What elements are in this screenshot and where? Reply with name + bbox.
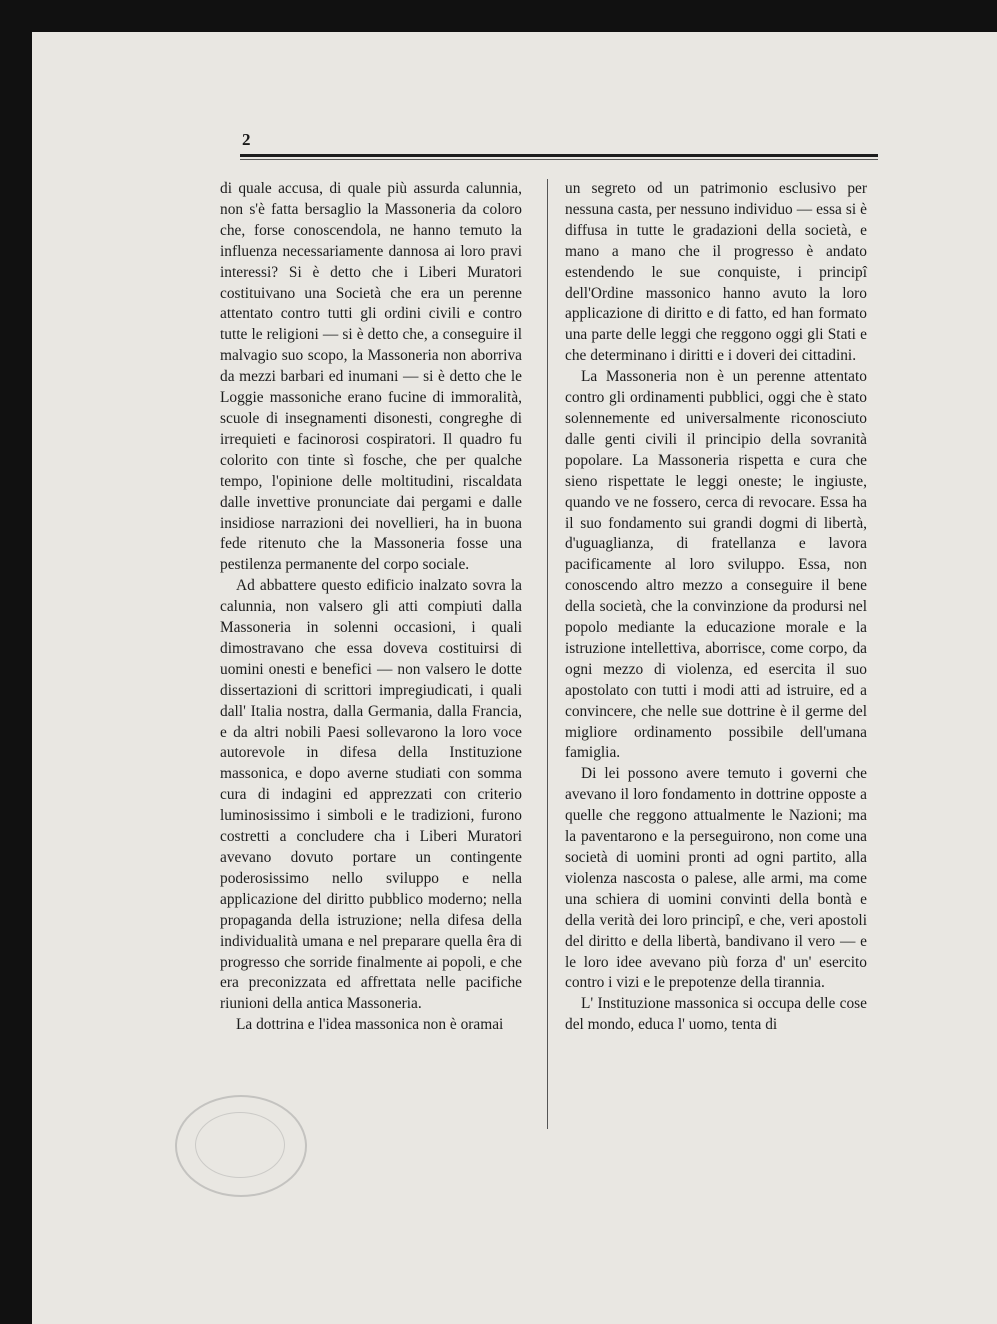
document-page <box>32 32 997 1324</box>
column-divider <box>547 179 548 1129</box>
paragraph: un segreto od un patrimonio esclusivo per nessuna casta, per nessuno individuo — essa si è diffusa in tutte le gradazioni della società, e mano a mano che il progresso è andato estendendo le sue conquiste, i principî dell'Ordine massonico hanno avuto la loro applicazione di diritto e di fatto, ed han formato una parte delle leggi che reggono oggi gli Stati e che determinano i diritti e i doveri dei cittadini. <box>565 180 867 365</box>
left-column <box>220 179 522 1036</box>
paragraph: La Massoneria non è un perenne attentato contro gli ordinamenti pubblici, oggi che è stato solennemente ed universalmente riconosciuto dalle genti civili il principio della sovranità popolare. La Massoneria rispetta e cura che sieno rispettate le leggi oneste; le ingiuste, quando ve ne fossero, cerca di revocare. Essa ha il suo fondamento sui grandi dogmi di libertà, d'uguaglianza, di fratellanza e lavora pacificamente al loro sviluppo. Essa, non conoscendo altro mezzo a conseguire il bene della società, che la convinzione da prodursi nel popolo mediante la educazione morale e la istruzione intellettiva, aborrisce, come corpo, da ogni mezzo di violenza, ed esercita il suo apostolato con tutti i modi atti ad istruire, ed a convincere, che nelle sue dottrine è il germe del migliore ordinamento possibile dell'umana famiglia. <box>565 368 867 762</box>
page-number: 2 <box>242 130 251 149</box>
library-stamp-inner <box>195 1112 285 1178</box>
paragraph: di quale accusa, di quale più assurda calunnia, non s'è fatta bersaglio la Massoneria da coloro che, forse conoscendola, ne hanno temuto la influenza necessariamente dannosa ai loro pravi interessi? Si è detto che i Liberi Muratori costituivano una Società che era un perenne attentato contro tutti gli ordini civili e contro tutte le religioni — si è detto che, a conseguire il malvagio suo scopo, la Massoneria non aborriva da mezzi barbari ed inumani — si è detto che le Loggie massoniche erano fucine di immoralità, scuole di insegnamenti disonesti, congreghe di irrequieti e facinorosi cospiratori. Il quadro fu colorito con tinte sì fosche, che per qualche tempo, l'opinione delle moltitudini, riscaldata dalle invettive pronunciate dai pergami e dalle insidiose narrazioni dei novellieri, ha in buona fede ritenuto che la Massoneria fosse una pestilenza permanente del corpo sociale. <box>220 180 522 574</box>
paragraph: L' Instituzione massonica si occupa delle cose del mondo, educa l' uomo, tenta di <box>565 995 867 1034</box>
header-rule-thin <box>240 159 878 160</box>
paragraph: Di lei possono avere temuto i governi che avevano il loro fondamento in dottrine opposte a quelle che reggono attualmente le Nazioni; ma la paventarono e la perseguirono, non come una società di uomini pronti ad ogni partito, alla violenza nascosta o palese, alle armi, ma come una schiera di uomini convinti della bontà e della verità dei loro principî, e che, veri apostoli del diritto e della libertà, bandivano il vero — e le loro idee avevano più forza d' un' esercito contro i vizi e le prepotenze della tirannia. <box>565 765 867 992</box>
paragraph: La dottrina e l'idea massonica non è oramai <box>236 1016 504 1034</box>
header-rule <box>240 154 878 157</box>
right-column <box>565 179 867 1036</box>
paragraph: Ad abbattere questo edificio inalzato sovra la calunnia, non valsero gli atti compiuti dalla Massoneria in solenni occasioni, i quali dimostravano che essa doveva costituirsi di uomini onesti e benefici — non valsero le dotte dissertazioni di scrittori impregiudicati, i quali dall' Italia nostra, dalla Germania, dalla Francia, e da altri nobili Paesi sollevarono la loro voce autorevole in difesa della Instituzione massonica, e dopo averne studiati con somma cura di indagini ed apprezzati con criterio luminosissimo i simboli e le tradizioni, furono costretti a concludere cha i Liberi Muratori avevano dovuto portare un contingente poderosissimo nello sviluppo e nella applicazione del diritto pubblico moderno; nella propaganda della istruzione; nella difesa della individualità umana e nel preparare quella êra di progresso che sorride finalmente ai popoli, e che era preconizzata ed affrettata nelle pacifiche riunioni della antica Massoneria. <box>220 577 522 1013</box>
